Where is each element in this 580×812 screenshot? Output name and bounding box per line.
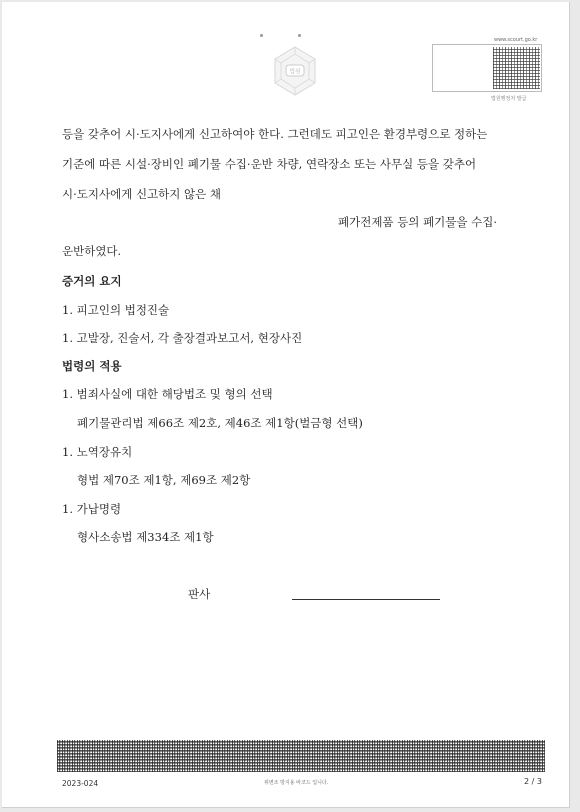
body-text-line: 시·도지사에게 신고하지 않은 채 — [62, 187, 222, 201]
law-heading: 법령의 적용 — [62, 359, 122, 373]
law-item-detail: 폐기물관리법 제66조 제2호, 제46조 제1항(벌금형 선택) — [77, 416, 363, 430]
page-number: 2 / 3 — [524, 777, 542, 786]
evidence-item: 1. 피고인의 법정진술 — [62, 303, 170, 317]
body-text-line: 등을 갖추어 시·도지사에게 신고하여야 한다. 그런데도 피고인은 환경부령으로 정하는 — [62, 127, 488, 141]
judge-label: 판사 — [188, 587, 211, 601]
law-item: 1. 범죄사실에 대한 해당법조 및 형의 선택 — [62, 387, 273, 401]
anti-forgery-barcode — [57, 740, 545, 772]
document-number: 2023-024 — [62, 779, 99, 788]
law-item: 1. 가납명령 — [62, 502, 122, 516]
evidence-item: 1. 고발장, 진술서, 각 출장결과보고서, 현장사진 — [62, 331, 303, 345]
law-item-detail: 형법 제70조 제1항, 제69조 제2항 — [77, 473, 251, 487]
barcode-notice: 위변조 방지용 바코드 입니다. — [264, 780, 329, 786]
qr-blank-area — [435, 47, 491, 89]
evidence-heading: 증거의 요지 — [62, 274, 122, 288]
body-text-line: 운반하였다. — [62, 244, 122, 258]
emblem-text: 법원 — [289, 68, 301, 76]
court-emblem-icon — [270, 45, 320, 97]
body-text-line: 폐가전제품 등의 폐기물을 수집· — [338, 215, 498, 229]
document-page — [2, 2, 570, 808]
law-item: 1. 노역장유치 — [62, 445, 133, 459]
body-text-line: 기준에 따른 시설·장비인 폐기물 수집·운반 차량, 연락장소 또는 사무실 등을 갖추어 — [62, 157, 477, 171]
qr-url: www.scourt.go.kr — [494, 37, 538, 43]
qr-caption: 법원행정처 발급 — [491, 96, 527, 102]
qr-code-icon — [493, 47, 540, 89]
header-dot — [298, 34, 301, 37]
signature-line — [292, 599, 440, 600]
header-dot — [260, 34, 263, 37]
verification-qr — [432, 44, 542, 92]
law-item-detail: 형사소송법 제334조 제1항 — [77, 530, 214, 544]
